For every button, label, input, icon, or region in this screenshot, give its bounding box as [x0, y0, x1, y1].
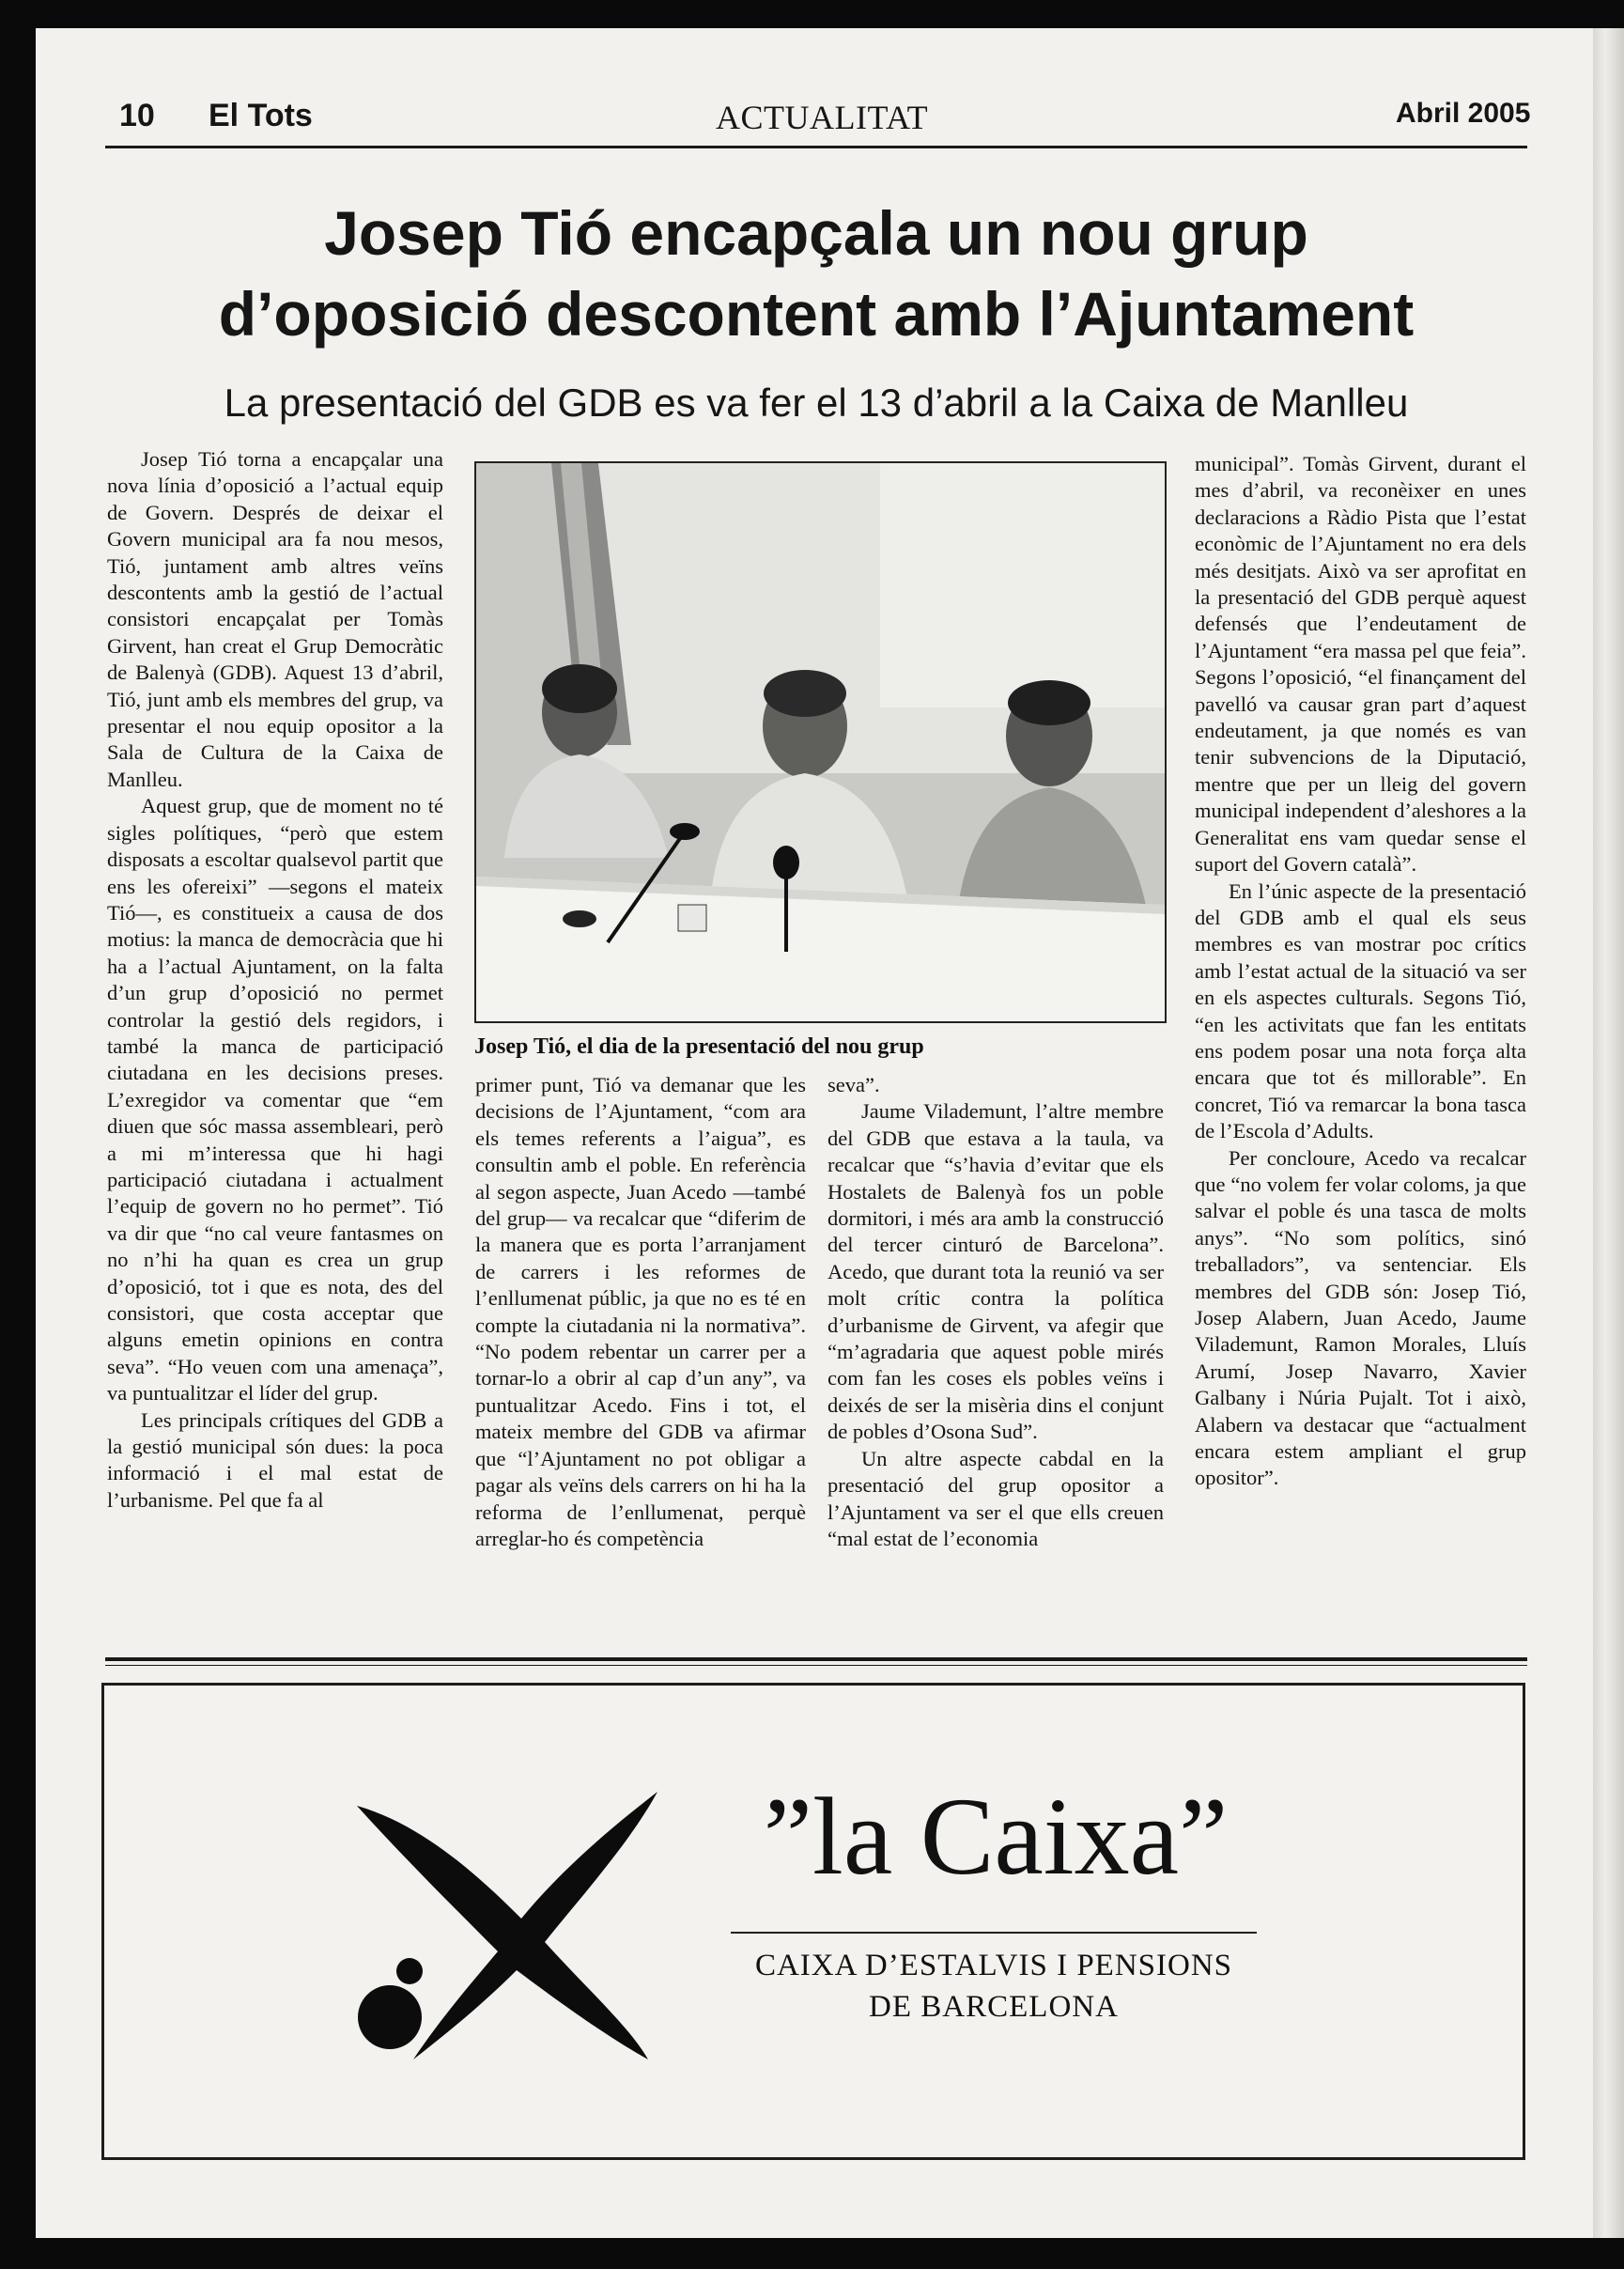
photo-caption: Josep Tió, el dia de la presentació del nou grup [474, 1034, 924, 1059]
brand-tagline-2: DE BARCELONA [869, 1990, 1119, 2024]
press-conference-photo [476, 463, 1165, 1021]
paragraph: Aquest grup, que de moment no té sigles polítiques, “però que estem disposats a escoltar qualsevol partit que ens les ofereixi” —segons el mateix Tió—, es constitueix a causa de dos motius: la manca de democràcia que hi ha a l’actual Ajuntament, on la falta d’un grup d’oposició no permet controlar la gestió dels regidors, i també la manca de participació ciutadana en les decisions preses. L’exregidor va comentar que “em diuen que sóc massa assembleari, però a mi m’interessa que hi hagi participació ciutadana i actualment l’equip de govern no ho permet”. Tió va dir que “no cal veure fantasmes on no n’hi ha quan es crea un grup d’oposició, tot i que es nota, des del consistori, que costa acceptar que alguns emetin opinions en contra seva”. “Ho veuen com una amenaça”, va puntualitzar el líder del grup. [107, 794, 443, 1406]
subheadline: La presentació del GDB es va fer el 13 d’abril a la Caixa de Manlleu [224, 381, 1409, 425]
section-name: ACTUALITAT [716, 99, 929, 136]
headline-line-1: Josep Tió encapçala un nou grup [324, 198, 1308, 268]
headline-line-2: d’oposició descontent amb l’Ajuntament [218, 279, 1415, 349]
paragraph: municipal”. Tomàs Girvent, durant el mes d’abril, va reconèixer en unes declaracions a Ràdio Pista que l’estat econòmic de l’Ajuntament no era dels més desitjats. Això va ser aprofitat en la presentació del GDB perquè aquest defensés que l’endeutament de l’Ajuntament “era massa pel que feia”. Segons l’oposició, “el finançament del pavelló va causar gran part d’aquest endeutament, ja que només es van tenir subvencions de la Diputació, mentre que per un lleig del govern municipal independent d’aleshores a la Generalitat ens vam quedar sense el suport del Govern català”. [1195, 452, 1526, 877]
star-logo-icon [348, 1787, 676, 2069]
header-rule [105, 146, 1527, 148]
article-column-2 [475, 1072, 806, 1552]
page-number: 10 [119, 98, 155, 133]
paragraph: Jaume Vilademunt, l’altre membre del GDB que estava a la taula, va recalcar que “s’havia d’evitar que els Hostalets de Balenyà fos un poble dormitori, i més ara amb la construcció del tercer cinturó de Barcelona”. Acedo, que durant tota la reunió va ser molt crític contra la política d’urbanisme de Girvent, va afegir que “m’agradaria que aquest poble mirés com fan les coses els pobles veïns i deixés de ser la misèria dins el conjunt de pobles d’Osona Sud”. [827, 1099, 1164, 1444]
paragraph: En l’únic aspecte de la presentació del GDB amb el qual els seus membres es van mostrar poc crítics amb l’estat actual de la situació va ser en els aspectes culturals. Segons Tió, “en les activitats que fan les entitats ens podem posar una nota força alta encara que tot és millorable”. En concret, Tió va remarcar la bona tasca de l’Escola d’Adults. [1195, 878, 1526, 1143]
paragraph: seva”. [827, 1073, 880, 1096]
paragraph: Un altre aspecte cabdal en la presentació del grup opositor a l’Ajuntament va ser el que ells creuen “mal estat de l’economia [827, 1446, 1164, 1550]
article-column-1 [107, 446, 443, 1514]
brand-rule [731, 1932, 1257, 1934]
article-column-3 [827, 1072, 1164, 1552]
paragraph: Josep Tió torna a encapçalar una nova línia d’oposició a l’actual equip de Govern. Després de deixar el Govern municipal ara fa nou mesos, Tió, juntament amb altres veïns descontents amb la gestió de l’actual consistori encapçalat per Tomàs Girvent, han creat el Grup Democràtic de Balenyà (GDB). Aquest 13 d’abril, Tió, junt amb els membres del grup, va presentar el nou equip opositor a la Sala de Cultura de la Caixa de Manlleu. [107, 447, 443, 791]
article-photo [474, 461, 1167, 1023]
paragraph: primer punt, Tió va demanar que les decisions de l’Ajuntament, “com ara els temes referents a l’aigua”, es consultin amb el poble. En referència al segon aspecte, Juan Acedo —també del grup— va recalcar que “diferim de la manera que es porta l’arranjament de carrers i les reformes de l’enllumenat públic, ja que no es té en compte la ciutadania ni la normativa”. “No podem rebentar un carrer per a tornar-lo a obrir al cap d’un any”, va puntualitzar Acedo. Fins i tot, el mateix membre del GDB va afirmar que “l’Ajuntament no pot obligar a pagar als veïns dels carrers on hi ha la reforma de l’enllumenat, perquè arreglar-ho és competència [475, 1073, 806, 1550]
section-divider-thin [105, 1665, 1527, 1666]
page-edge [1593, 28, 1624, 2238]
section-divider [105, 1657, 1527, 1661]
article-column-4 [1195, 451, 1526, 1492]
brand-tagline-1: CAIXA D’ESTALVIS I PENSIONS [754, 1949, 1233, 1982]
paper-name: El Tots [209, 98, 313, 133]
advertisement-box [101, 1683, 1525, 2160]
brand-name: ”la Caixa” [763, 1775, 1229, 1898]
paragraph: Per concloure, Acedo va recalcar que “no volem fer volar coloms, ja que salvar el poble és una tasca de molts anys”. “No som polítics, sinó treballadors”, va sentenciar. Els membres del GDB són: Josep Tió, Josep Alabern, Juan Acedo, Jaume Vilademunt, Ramon Morales, Lluís Arumí, Josep Navarro, Xavier Galbany i Núria Pujalt. Tot i això, Alabern va destacar que “actualment encara estem ampliant el grup opositor”. [1195, 1145, 1526, 1490]
paragraph: Les principals crítiques del GDB a la gestió municipal són dues: la poca informació i el mal estat de l’urbanisme. Pel que fa al [107, 1407, 443, 1512]
headline [105, 193, 1527, 354]
issue-date: Abril 2005 [1396, 98, 1531, 129]
